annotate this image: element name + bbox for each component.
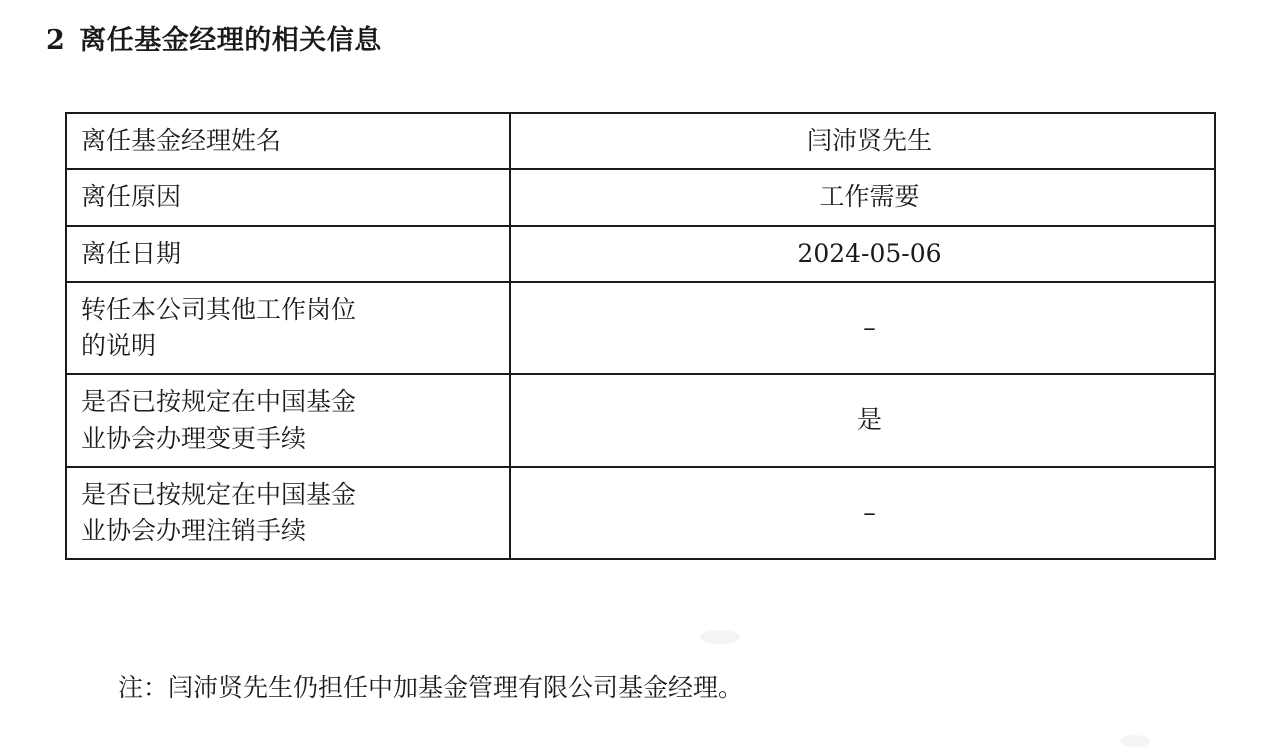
table-row xyxy=(66,282,1215,375)
footnote: 注：闫沛贤先生仍担任中加基金管理有限公司基金经理。 xyxy=(118,673,744,702)
table-row-label: 是否已按规定在中国基金 业协会办理注销手续 xyxy=(66,467,510,560)
table-row xyxy=(66,374,1215,467)
table-row xyxy=(66,226,1215,282)
table-row xyxy=(66,467,1215,560)
table-row-label: 是否已按规定在中国基金 业协会办理变更手续 xyxy=(66,374,510,467)
section-title: 离任基金经理的相关信息 xyxy=(79,25,382,56)
table-row-value: 工作需要 xyxy=(510,169,1215,225)
table-row-label: 离任基金经理姓名 xyxy=(66,113,510,169)
table-row-value: 闫沛贤先生 xyxy=(510,113,1215,169)
table-row-label: 离任原因 xyxy=(66,169,510,225)
scan-artifact xyxy=(1120,735,1150,747)
page-title xyxy=(46,18,382,57)
table-row-value: – xyxy=(510,467,1215,560)
scan-artifact xyxy=(700,630,740,644)
table-row-value: – xyxy=(510,282,1215,375)
table-row-label: 转任本公司其他工作岗位 的说明 xyxy=(66,282,510,375)
section-number: 2 xyxy=(46,25,66,56)
departing-manager-table xyxy=(65,112,1216,560)
table-row-label: 离任日期 xyxy=(66,226,510,282)
table-row-value: 2024-05-06 xyxy=(510,226,1215,282)
table-row xyxy=(66,169,1215,225)
table-row xyxy=(66,113,1215,169)
table-row-value: 是 xyxy=(510,374,1215,467)
